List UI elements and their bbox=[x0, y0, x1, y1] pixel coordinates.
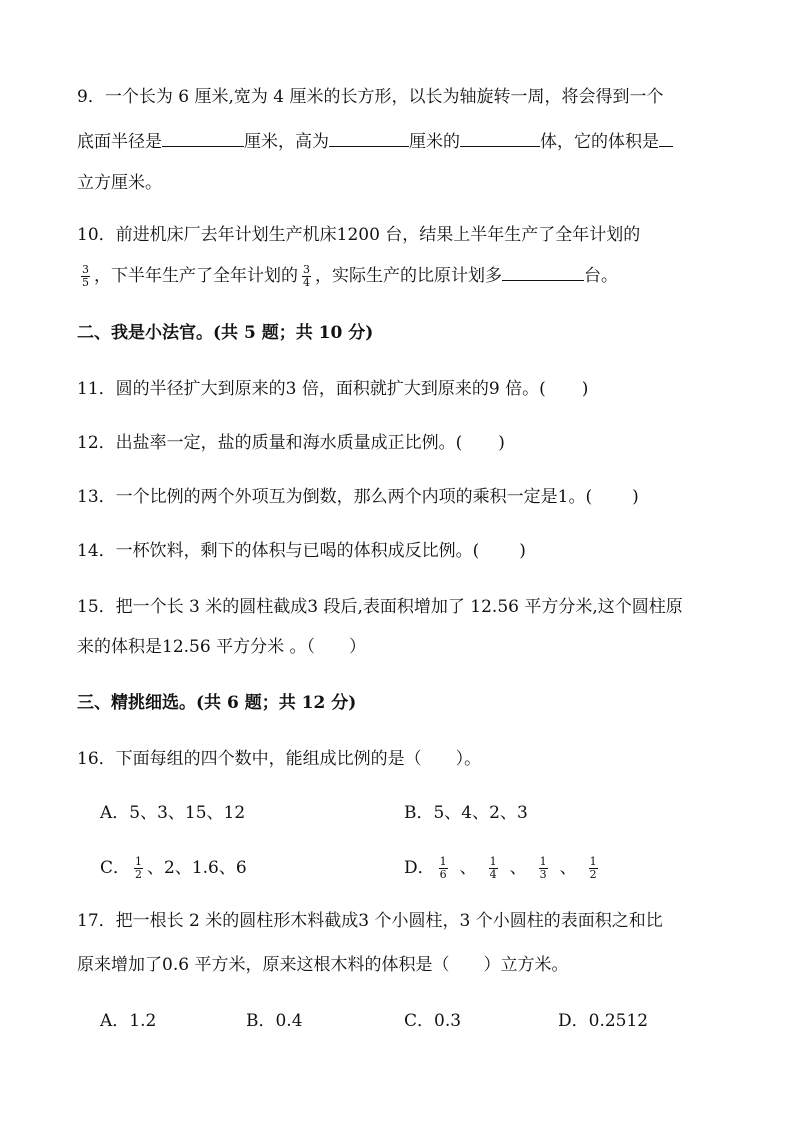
q15-line1: 15．把一个长 3 米的圆柱截成3 段后,表面积增加了 12.56 平方分米,这个圆柱原 bbox=[77, 597, 683, 617]
q14 bbox=[77, 540, 526, 562]
q11-text: 11．圆的半径扩大到原来的3 倍，面积就扩大到原来的9 倍。( bbox=[77, 379, 546, 399]
q11 bbox=[77, 378, 588, 400]
section3-title: 三、精挑细选。(共 6 题；共 12 分) bbox=[77, 693, 357, 713]
q10-line2 bbox=[77, 264, 618, 289]
fraction-numerator: 3 bbox=[303, 263, 310, 276]
fraction-denominator: 3 bbox=[539, 868, 547, 881]
q16-option-c-rest: 、2、1.6、6 bbox=[147, 858, 247, 878]
q9-line1: 9．一个长为 6 厘米,宽为 4 厘米的长方形，以长为轴旋转一周，将会得到一个 bbox=[77, 87, 664, 107]
q9-line3: 立方厘米。 bbox=[77, 173, 162, 193]
q13-close: ) bbox=[632, 487, 639, 507]
q9-blank-radius[interactable] bbox=[162, 130, 244, 147]
q17-option-d[interactable]: D．0.2512 bbox=[558, 1011, 649, 1031]
q16-option-d-fraction-3 bbox=[539, 856, 548, 881]
fraction-denominator: 2 bbox=[589, 868, 597, 881]
q16-option-c[interactable] bbox=[100, 856, 247, 881]
section2-title: 二、我是小法官。(共 5 题；共 10 分) bbox=[77, 323, 374, 343]
fraction-numerator: 1 bbox=[589, 855, 597, 868]
q10-end-text: 台。 bbox=[584, 266, 618, 286]
fraction-numerator: 1 bbox=[539, 855, 547, 868]
fraction-denominator: 5 bbox=[82, 276, 89, 289]
q16-option-d-label: D． bbox=[404, 858, 435, 878]
fraction-denominator: 2 bbox=[135, 868, 143, 881]
fraction-numerator: 1 bbox=[135, 855, 143, 868]
q17-option-c[interactable]: C．0.3 bbox=[404, 1011, 462, 1031]
q12-text: 12．出盐率一定，盐的质量和海水质量成正比例。( bbox=[77, 433, 463, 453]
q10-line1: 10．前进机床厂去年计划生产机床1200 台，结果上半年生产了全年计划的 bbox=[77, 225, 641, 245]
separator: 、 bbox=[509, 858, 527, 878]
q11-close: ) bbox=[581, 379, 589, 399]
q17-line1: 17．把一根长 2 米的圆柱形木料截成3 个小圆柱，3 个小圆柱的表面积之和比 bbox=[77, 911, 663, 931]
q16-option-b[interactable]: B．5、4、2、3 bbox=[404, 803, 528, 823]
q17-option-a[interactable]: A．1.2 bbox=[100, 1011, 157, 1031]
q9-text-b: 厘米，高为 bbox=[244, 132, 329, 152]
q10-tail-text: ，实际生产的比原计划多 bbox=[315, 266, 502, 286]
q9-text-d: 体，它的体积是 bbox=[540, 132, 659, 152]
q9-text-c: 厘米的 bbox=[409, 132, 460, 152]
q16-close: ）。 bbox=[455, 749, 482, 769]
q9-text-a: 底面半径是 bbox=[77, 132, 162, 152]
separator: 、 bbox=[459, 858, 477, 878]
q12 bbox=[77, 432, 505, 454]
fraction-numerator: 1 bbox=[439, 855, 447, 868]
q15-text: 来的体积是12.56 平方分米 。（ bbox=[77, 637, 315, 657]
q16-option-d-fraction-2 bbox=[489, 856, 498, 881]
q17-close: ）立方米。 bbox=[483, 955, 569, 975]
q13-text: 13．一个比例的两个外项互为倒数，那么两个内项的乘积一定是1。( bbox=[77, 487, 593, 507]
fraction-numerator: 3 bbox=[82, 263, 89, 276]
fraction-denominator: 4 bbox=[303, 276, 310, 289]
q17-text: 原来增加了0.6 平方米，原来这根木料的体积是（ bbox=[77, 955, 450, 975]
fraction-numerator: 1 bbox=[489, 855, 497, 868]
q15-line2 bbox=[77, 636, 366, 658]
q16-option-c-label: C． bbox=[100, 858, 131, 878]
q12-close: ) bbox=[498, 433, 505, 453]
q15-close: ） bbox=[348, 637, 366, 657]
q9-blank-height[interactable] bbox=[329, 130, 409, 147]
q17-line2 bbox=[77, 954, 568, 976]
q16-option-a[interactable]: A．5、3、15、12 bbox=[100, 803, 246, 823]
q16-option-d-fraction-4 bbox=[589, 856, 598, 881]
q16-option-c-fraction bbox=[134, 856, 143, 881]
q9-line2 bbox=[77, 130, 673, 153]
q10-mid-text: ，下半年生产了全年计划的 bbox=[94, 266, 298, 286]
q16-text: 16．下面每组的四个数中，能组成比例的是（ bbox=[77, 749, 422, 769]
separator: 、 bbox=[559, 858, 577, 878]
q16-option-d-fraction-1 bbox=[439, 856, 448, 881]
q10-blank-answer[interactable] bbox=[502, 264, 584, 281]
q14-close: ) bbox=[519, 541, 526, 561]
q9-blank-volume[interactable] bbox=[659, 130, 673, 147]
q9-blank-shape[interactable] bbox=[460, 130, 540, 147]
q14-text: 14．一杯饮料，剩下的体积与已喝的体积成反比例。( bbox=[77, 541, 480, 561]
fraction-denominator: 4 bbox=[489, 868, 497, 881]
fraction-denominator: 6 bbox=[439, 868, 447, 881]
q17-option-b[interactable]: B．0.4 bbox=[246, 1011, 303, 1031]
q16-stem bbox=[77, 748, 481, 770]
q16-option-d[interactable] bbox=[404, 856, 602, 881]
q10-fraction-2 bbox=[302, 264, 311, 289]
q10-fraction-1 bbox=[81, 264, 90, 289]
q13 bbox=[77, 486, 639, 508]
